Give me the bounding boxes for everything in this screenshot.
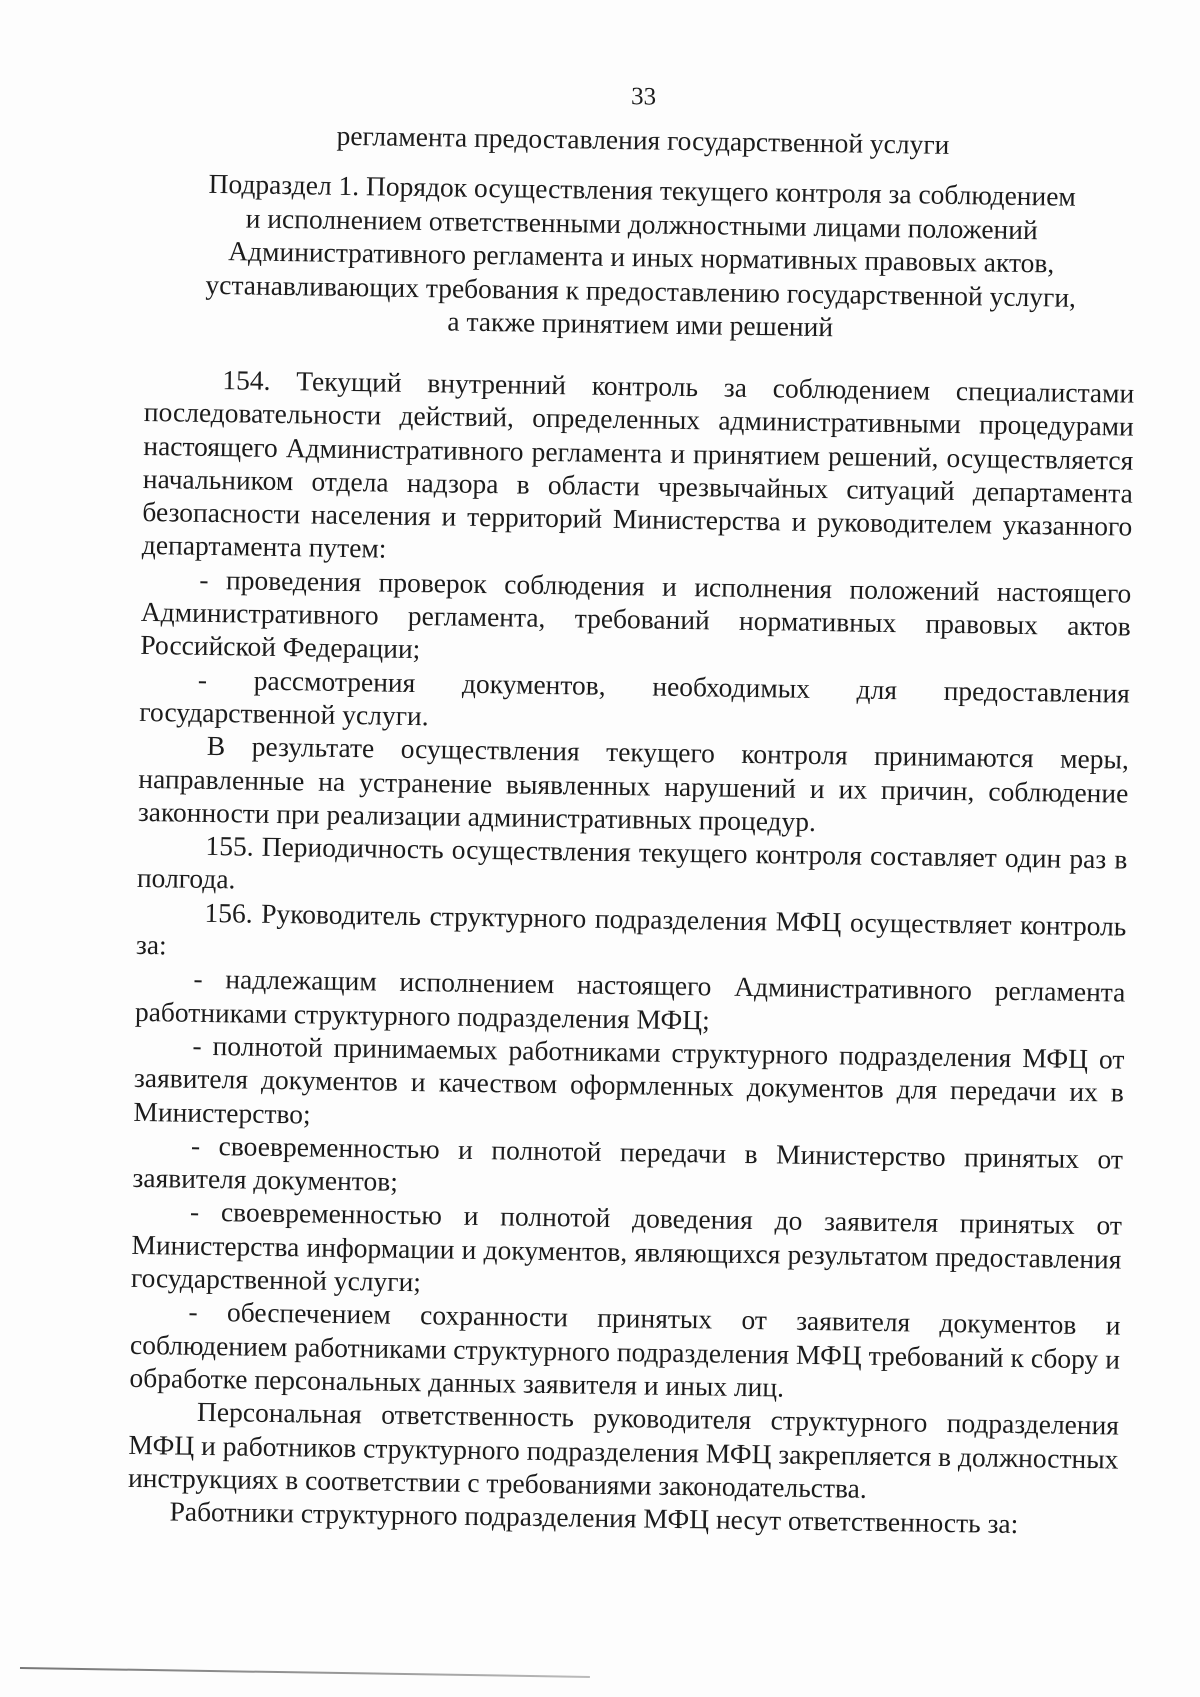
list-item: - своевременностью и полнотой доведения до заявителя принятых от Министерства информации и документов, являющихся результатом предоставления государственной услуги; [130,1196,1123,1298]
page-number: 33 [630,83,657,111]
paragraph-156: 156. Руководитель структурного подразделения МФЦ осуществляет контроль за: [135,896,1127,961]
list-item: - надлежащим исполнением настоящего Административного регламента работниками структурного подразделения МФЦ; [134,963,1126,1036]
list-item: - полнотой принимаемых работниками структурного подразделения МФЦ от заявителя документов и качеством оформленных документов для передачи их в Министерство; [133,1029,1125,1130]
paragraph-154: 154. Текущий внутренний контроль за соблюдением специалистами последовательности действий, определенных административными процедурами настоящего Административного регламента и принятием решений, осуществляется начальником отдела надзора в области чрезвычайных ситуаций департамента безопасности населения и территорий Министерства и руководителем указанного департамента путем: [141,364,1135,565]
scan-edge-line [20,1667,590,1678]
paragraph-155: 155. Периодичность осуществления текущего контроля составляет один раз в полгода. [136,830,1128,895]
list-item: - своевременностью и полнотой передачи в Министерство принятых от заявителя документов; [132,1129,1124,1197]
header-continuation [148,116,1138,164]
paragraph: Работники структурного подразделения МФЦ несут ответственность за: [169,1495,1019,1540]
subsection-title-line: устанавливающих требования к предоставлению государственной услуги, [205,268,1077,313]
subsection-title-line: и исполнением ответственными должностными лицами положений [245,201,1038,245]
subsection-title [145,166,1137,348]
subsection-title-line: а также принятием ими решений [447,305,834,343]
paragraph: Персональная ответственность руководителя структурного подразделения МФЦ и работников структурного подразделения МФЦ закрепляется в должностных инструкциях в соответствии с требованиями законодательства. [127,1396,1120,1504]
scanned-text-block [127,0,1140,1540]
subsection-title-line: Подраздел 1. Порядок осуществления текущего контроля за соблюдением [208,167,1077,212]
list-item: - рассмотрения документов, необходимых для предоставления государственной услуги. [139,663,1131,732]
list-item: - проведения проверок соблюдения и исполнения положений настоящего Административного регламента, требований нормативных правовых актов Российской Федерации; [140,563,1132,665]
subsection-title-line: Административного регламента и иных нормативных правовых актов, [228,235,1055,279]
header-line: регламента предоставления государственной услуги [336,119,950,160]
document-body [127,362,1134,1542]
paragraph: В результате осуществления текущего контроля принимаются меры, направленные на устранение выявленных нарушений и их причин, соблюдение законности при реализации административных процедур. [137,730,1130,837]
list-item: - обеспечением сохранности принятых от заявителя документов и соблюдением работниками структурного подразделения МФЦ требований к сбору и обработке персональных данных заявителя и иных лиц. [129,1296,1121,1403]
